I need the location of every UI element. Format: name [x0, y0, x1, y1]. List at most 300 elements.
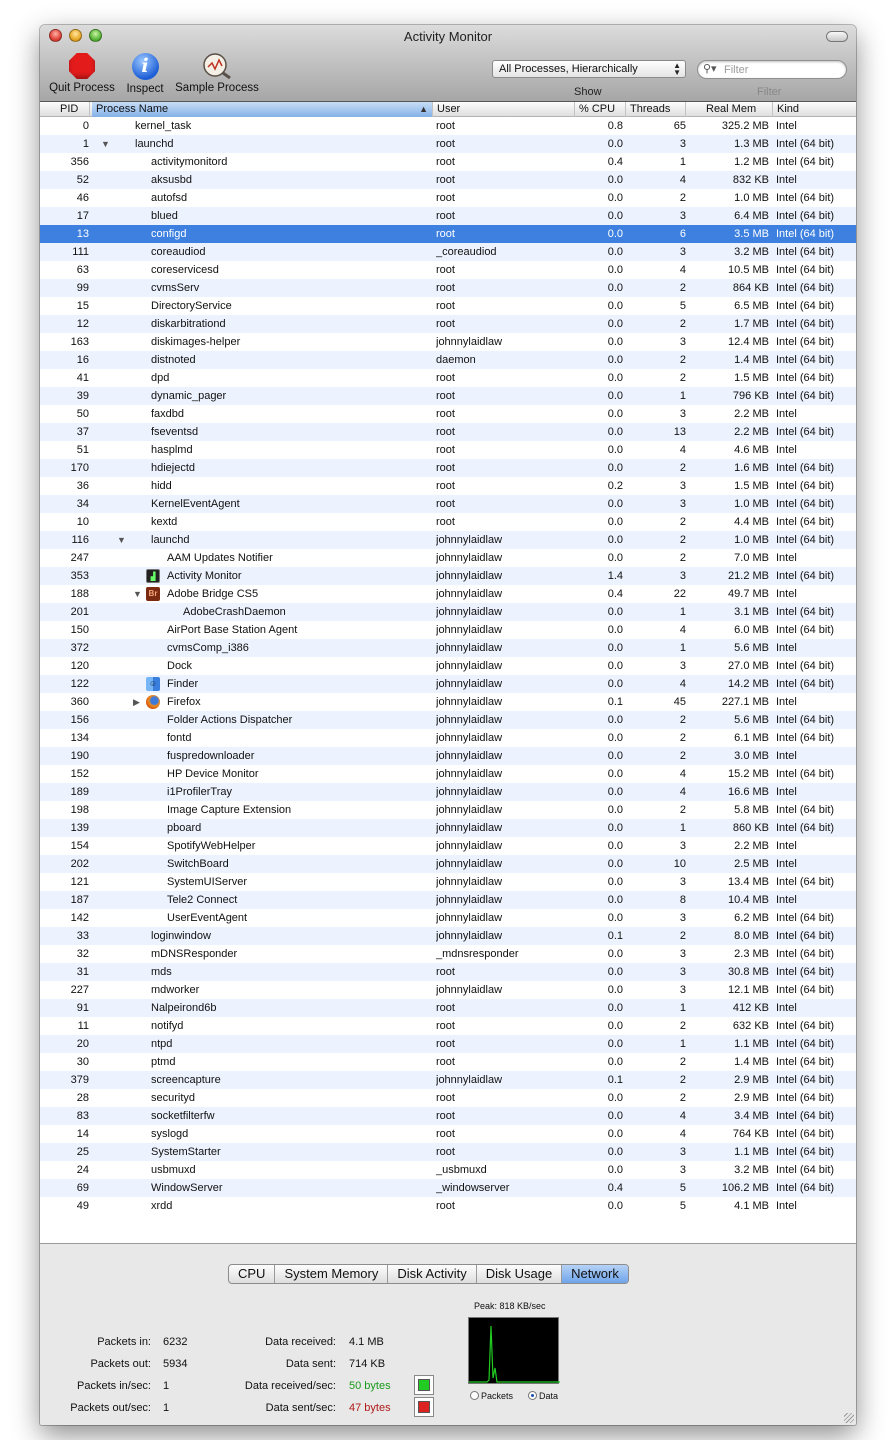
cell-user: johnnylaidlaw — [436, 750, 503, 762]
table-row[interactable] — [40, 117, 856, 135]
cell-real-mem: 12.1 MB — [728, 984, 769, 996]
cell-kind: Intel (64 bit) — [776, 1092, 835, 1104]
cell-pid: 139 — [70, 822, 89, 834]
cell-real-mem: 2.3 MB — [734, 948, 769, 960]
table-row[interactable] — [40, 801, 856, 819]
cell-kind: Intel — [776, 750, 797, 762]
cell-pid: 1 — [82, 138, 89, 150]
table-row[interactable] — [40, 837, 856, 855]
cell-pid: 150 — [70, 624, 89, 636]
data-received-sec-value: 50 bytes — [349, 1380, 391, 1392]
tab-network[interactable]: Network — [562, 1265, 628, 1283]
cell-kind: Intel (64 bit) — [776, 516, 835, 528]
table-row[interactable] — [40, 909, 856, 927]
cell-process-name: kextd — [151, 516, 178, 528]
cell-user: root — [436, 282, 455, 294]
cell-process-name: Tele2 Connect — [167, 894, 238, 906]
table-row[interactable] — [40, 243, 856, 261]
table-row[interactable] — [40, 1071, 856, 1089]
inspect-button[interactable] — [124, 53, 166, 95]
cell-threads: 1 — [679, 642, 686, 654]
cell-real-mem: 832 KB — [732, 174, 769, 186]
table-row[interactable] — [40, 333, 856, 351]
cell-kind: Intel — [776, 408, 797, 420]
table-row[interactable] — [40, 171, 856, 189]
cell-real-mem: 764 KB — [732, 1128, 769, 1140]
column-header-kind[interactable]: Kind — [777, 103, 800, 115]
cell-threads: 4 — [679, 264, 686, 276]
cell-real-mem: 6.1 MB — [734, 732, 769, 744]
cell-cpu: 0.0 — [607, 1002, 623, 1014]
data-sent-label: Data sent: — [285, 1358, 336, 1370]
cell-user: johnnylaidlaw — [436, 822, 503, 834]
table-row[interactable] — [40, 855, 856, 873]
cell-process-name: coreaudiod — [151, 246, 206, 258]
table-row[interactable] — [40, 207, 856, 225]
cell-kind: Intel (64 bit) — [776, 660, 835, 672]
table-row[interactable] — [40, 1179, 856, 1197]
table-row[interactable] — [40, 639, 856, 657]
disclosure-open-icon[interactable]: ▼ — [133, 589, 142, 599]
cell-threads: 2 — [679, 462, 686, 474]
table-row[interactable] — [40, 729, 856, 747]
cell-real-mem: 1.5 MB — [734, 480, 769, 492]
cell-real-mem: 1.0 MB — [734, 498, 769, 510]
table-row[interactable] — [40, 153, 856, 171]
cell-kind: Intel — [776, 174, 797, 186]
cell-pid: 247 — [70, 552, 89, 564]
cell-real-mem: 3.1 MB — [734, 606, 769, 618]
cell-kind: Intel (64 bit) — [776, 354, 835, 366]
cell-cpu: 0.0 — [607, 336, 623, 348]
cell-cpu: 0.0 — [607, 984, 623, 996]
cell-threads: 3 — [679, 984, 686, 996]
cell-cpu: 0.0 — [607, 714, 623, 726]
cell-cpu: 0.0 — [607, 750, 623, 762]
cell-threads: 2 — [679, 552, 686, 564]
cell-cpu: 0.0 — [607, 660, 623, 672]
cell-pid: 25 — [76, 1146, 89, 1158]
cell-kind: Intel (64 bit) — [776, 498, 835, 510]
table-row[interactable] — [40, 495, 856, 513]
table-row[interactable] — [40, 891, 856, 909]
cell-threads: 4 — [679, 1110, 686, 1122]
table-row[interactable] — [40, 603, 856, 621]
finder-icon: ☺ — [146, 677, 160, 691]
cell-user: root — [436, 1038, 455, 1050]
sample-process-button[interactable] — [174, 51, 260, 94]
table-row[interactable] — [40, 441, 856, 459]
cell-process-name: AirPort Base Station Agent — [167, 624, 298, 636]
cell-threads: 4 — [679, 444, 686, 456]
sample-process-label: Sample Process — [175, 82, 259, 94]
cell-real-mem: 8.0 MB — [734, 930, 769, 942]
cell-cpu: 0.0 — [607, 948, 623, 960]
cell-kind: Intel (64 bit) — [776, 966, 835, 978]
table-row[interactable] — [40, 225, 856, 243]
cell-process-name: Nalpeirond6b — [151, 1002, 217, 1014]
cell-user: root — [436, 1110, 455, 1122]
cell-real-mem: 49.7 MB — [728, 588, 769, 600]
received-color-swatch — [418, 1379, 430, 1391]
cell-threads: 2 — [679, 714, 686, 726]
cell-process-name: cvmsComp_i386 — [167, 642, 249, 654]
cell-user: johnnylaidlaw — [436, 624, 503, 636]
cell-user: root — [436, 210, 455, 222]
cell-process-name: syslogd — [151, 1128, 189, 1140]
cell-pid: 134 — [70, 732, 89, 744]
cell-user: johnnylaidlaw — [436, 984, 503, 996]
window-title: Activity Monitor — [403, 29, 493, 44]
table-row[interactable] — [40, 405, 856, 423]
tab-system-memory[interactable]: System Memory — [275, 1265, 388, 1283]
sent-color-well[interactable] — [414, 1397, 434, 1417]
quit-process-button[interactable] — [46, 53, 118, 94]
cell-pid: 83 — [76, 1110, 89, 1122]
table-row[interactable] — [40, 1017, 856, 1035]
cell-user: root — [436, 264, 455, 276]
cell-threads: 1 — [679, 390, 686, 402]
cell-user: johnnylaidlaw — [436, 768, 503, 780]
cell-cpu: 0.0 — [607, 264, 623, 276]
table-row[interactable] — [40, 747, 856, 765]
cell-kind: Intel (64 bit) — [776, 678, 835, 690]
cell-pid: 63 — [76, 264, 89, 276]
table-row[interactable] — [40, 189, 856, 207]
cell-threads: 4 — [679, 768, 686, 780]
table-row[interactable] — [40, 693, 856, 711]
cell-user: johnnylaidlaw — [436, 696, 503, 708]
cell-kind: Intel (64 bit) — [776, 912, 835, 924]
filter-placeholder: Filter — [724, 64, 749, 76]
cell-pid: 142 — [70, 912, 89, 924]
sort-ascending-icon: ▲ — [419, 104, 428, 114]
cell-user: root — [436, 174, 455, 186]
cell-real-mem: 15.2 MB — [728, 768, 769, 780]
cell-process-name: SystemUIServer — [167, 876, 248, 888]
cell-cpu: 0.0 — [607, 228, 623, 240]
cell-real-mem: 1.0 MB — [734, 534, 769, 546]
table-row[interactable] — [40, 1053, 856, 1071]
tab-disk-activity[interactable]: Disk Activity — [388, 1265, 476, 1283]
cell-real-mem: 1.1 MB — [734, 1146, 769, 1158]
table-row[interactable] — [40, 477, 856, 495]
cell-pid: 111 — [72, 246, 89, 258]
table-row[interactable] — [40, 1089, 856, 1107]
cell-threads: 2 — [679, 1092, 686, 1104]
cell-process-name: fseventsd — [151, 426, 199, 438]
table-row[interactable] — [40, 567, 856, 585]
cell-user: johnnylaidlaw — [436, 912, 503, 924]
cell-threads: 3 — [679, 1146, 686, 1158]
cell-kind: Intel (64 bit) — [776, 984, 835, 996]
table-row[interactable] — [40, 585, 856, 603]
cell-threads: 3 — [679, 246, 686, 258]
table-row[interactable] — [40, 927, 856, 945]
table-row[interactable] — [40, 315, 856, 333]
table-row[interactable] — [40, 531, 856, 549]
cell-kind: Intel (64 bit) — [776, 732, 835, 744]
tab-cpu[interactable]: CPU — [229, 1265, 275, 1283]
cell-user: root — [436, 390, 455, 402]
cell-user: _coreaudiod — [436, 246, 497, 258]
cell-cpu: 0.4 — [607, 156, 623, 168]
cell-cpu: 0.0 — [607, 642, 623, 654]
cell-user: johnnylaidlaw — [436, 642, 503, 654]
cell-cpu: 0.0 — [607, 534, 623, 546]
cell-user: johnnylaidlaw — [436, 570, 503, 582]
data-sent-sec-label: Data sent/sec: — [265, 1402, 336, 1414]
cell-user: root — [436, 444, 455, 456]
cell-real-mem: 3.2 MB — [734, 1164, 769, 1176]
table-row[interactable] — [40, 765, 856, 783]
cell-cpu: 0.0 — [607, 786, 623, 798]
firefox-icon — [146, 695, 160, 709]
network-graph — [468, 1317, 559, 1384]
cell-cpu: 0.0 — [607, 1020, 623, 1032]
filter-search-field[interactable] — [697, 60, 847, 79]
cell-kind: Intel (64 bit) — [776, 804, 835, 816]
tab-disk-usage[interactable]: Disk Usage — [477, 1265, 562, 1283]
cell-process-name: SwitchBoard — [167, 858, 229, 870]
cell-real-mem: 1.4 MB — [734, 1056, 769, 1068]
cell-process-name: fontd — [167, 732, 192, 744]
cell-pid: 24 — [76, 1164, 89, 1176]
table-row[interactable] — [40, 963, 856, 981]
cell-real-mem: 6.2 MB — [734, 912, 769, 924]
table-row[interactable] — [40, 621, 856, 639]
cell-real-mem: 1.3 MB — [734, 138, 769, 150]
packets-out-sec-label: Packets out/sec: — [70, 1402, 151, 1414]
cell-user: root — [436, 156, 455, 168]
table-row[interactable] — [40, 945, 856, 963]
column-header-pid[interactable]: PID — [40, 102, 90, 117]
cell-threads: 2 — [679, 282, 686, 294]
cell-user: johnnylaidlaw — [436, 534, 503, 546]
cell-kind: Intel (64 bit) — [776, 822, 835, 834]
cell-cpu: 0.1 — [607, 696, 623, 708]
cell-pid: 15 — [76, 300, 89, 312]
cell-real-mem: 325.2 MB — [721, 120, 769, 132]
cell-threads: 5 — [679, 300, 686, 312]
table-row[interactable] — [40, 711, 856, 729]
cell-pid: 99 — [76, 282, 89, 294]
cell-threads: 2 — [679, 1074, 686, 1086]
toolbar-toggle-button[interactable] — [826, 31, 848, 42]
cell-pid: 31 — [76, 966, 89, 978]
cell-threads: 1 — [679, 606, 686, 618]
cell-user: johnnylaidlaw — [436, 858, 503, 870]
cell-cpu: 1.4 — [607, 570, 623, 582]
table-row[interactable] — [40, 981, 856, 999]
inspect-label: Inspect — [126, 83, 164, 95]
cell-pid: 190 — [70, 750, 89, 762]
table-row[interactable] — [40, 459, 856, 477]
cell-real-mem: 30.8 MB — [728, 966, 769, 978]
cell-real-mem: 2.5 MB — [734, 858, 769, 870]
cell-threads: 3 — [679, 948, 686, 960]
disclosure-open-icon[interactable]: ▼ — [101, 139, 110, 149]
table-row[interactable] — [40, 387, 856, 405]
cell-threads: 6 — [679, 228, 686, 240]
cell-threads: 2 — [679, 804, 686, 816]
cell-threads: 3 — [679, 966, 686, 978]
table-row[interactable] — [40, 297, 856, 315]
cell-user: johnnylaidlaw — [436, 552, 503, 564]
cell-kind: Intel (64 bit) — [776, 426, 835, 438]
cell-pid: 91 — [76, 1002, 89, 1014]
cell-kind: Intel — [776, 696, 797, 708]
cell-threads: 2 — [679, 354, 686, 366]
cell-cpu: 0.0 — [607, 246, 623, 258]
cell-threads: 3 — [679, 138, 686, 150]
cell-user: root — [436, 498, 455, 510]
column-header-real-mem[interactable]: Real Mem — [686, 102, 773, 117]
cell-threads: 1 — [679, 822, 686, 834]
cell-cpu: 0.0 — [607, 732, 623, 744]
table-row[interactable] — [40, 549, 856, 567]
cell-threads: 3 — [679, 1164, 686, 1176]
info-icon: i — [132, 53, 159, 80]
cell-process-name: Image Capture Extension — [167, 804, 292, 816]
cell-cpu: 0.0 — [607, 1146, 623, 1158]
disclosure-closed-icon[interactable]: ▶ — [133, 697, 140, 707]
cell-threads: 5 — [679, 1200, 686, 1212]
cell-cpu: 0.0 — [607, 498, 623, 510]
cell-pid: 353 — [70, 570, 89, 582]
cell-threads: 3 — [679, 336, 686, 348]
cell-user: root — [436, 516, 455, 528]
cell-threads: 10 — [673, 858, 686, 870]
column-header-threads[interactable]: Threads — [626, 102, 686, 117]
cell-real-mem: 2.9 MB — [734, 1092, 769, 1104]
graph-mode-data-radio[interactable] — [528, 1391, 558, 1401]
table-row[interactable] — [40, 999, 856, 1017]
cell-process-name: ntpd — [151, 1038, 173, 1050]
cell-process-name: blued — [151, 210, 178, 222]
cell-user: johnnylaidlaw — [436, 606, 503, 618]
graph-mode-packets-radio[interactable] — [470, 1391, 513, 1401]
cell-threads: 2 — [679, 1056, 686, 1068]
cell-process-name: SystemStarter — [151, 1146, 221, 1158]
table-row[interactable] — [40, 423, 856, 441]
cell-user: johnnylaidlaw — [436, 660, 503, 672]
cell-user: _mdnsresponder — [436, 948, 519, 960]
resize-grip-icon[interactable] — [844, 1413, 854, 1423]
table-row[interactable] — [40, 135, 856, 153]
table-row[interactable] — [40, 1107, 856, 1125]
cell-user: root — [436, 1146, 455, 1158]
cell-threads: 2 — [679, 750, 686, 762]
packets-out-sec-value: 1 — [163, 1402, 170, 1414]
cell-pid: 120 — [70, 660, 89, 672]
cell-kind: Intel — [776, 894, 797, 906]
table-row[interactable] — [40, 819, 856, 837]
cell-cpu: 0.0 — [607, 894, 623, 906]
table-row[interactable] — [40, 1035, 856, 1053]
cell-threads: 45 — [673, 696, 686, 708]
cell-threads: 65 — [673, 120, 686, 132]
cell-pid: 11 — [77, 1020, 89, 1032]
table-row[interactable] — [40, 1161, 856, 1179]
cell-real-mem: 2.2 MB — [734, 408, 769, 420]
packets-in-label: Packets in: — [97, 1336, 151, 1348]
cell-kind: Intel — [776, 588, 797, 600]
cell-cpu: 0.0 — [607, 1092, 623, 1104]
cell-pid: 49 — [76, 1200, 89, 1212]
cell-kind: Intel (64 bit) — [776, 930, 835, 942]
cell-real-mem: 1.2 MB — [734, 156, 769, 168]
cell-pid: 379 — [70, 1074, 89, 1086]
disclosure-open-icon[interactable]: ▼ — [117, 535, 126, 545]
cell-cpu: 0.0 — [607, 372, 623, 384]
cell-cpu: 0.0 — [607, 444, 623, 456]
cell-user: root — [436, 480, 455, 492]
table-row[interactable] — [40, 1143, 856, 1161]
cell-real-mem: 5.6 MB — [734, 714, 769, 726]
cell-process-name: notifyd — [151, 1020, 184, 1032]
cell-kind: Intel — [776, 858, 797, 870]
table-row[interactable] — [40, 657, 856, 675]
column-header-user[interactable]: User — [433, 102, 575, 117]
table-row[interactable] — [40, 873, 856, 891]
cell-user: root — [436, 1056, 455, 1068]
table-row[interactable] — [40, 1125, 856, 1143]
table-row[interactable] — [40, 351, 856, 369]
cell-process-name: socketfilterfw — [151, 1110, 215, 1122]
table-header — [40, 102, 856, 117]
cell-real-mem: 860 KB — [732, 822, 769, 834]
cell-user: johnnylaidlaw — [436, 804, 503, 816]
cell-kind: Intel (64 bit) — [776, 138, 835, 150]
table-row[interactable] — [40, 279, 856, 297]
cell-real-mem: 412 KB — [732, 1002, 769, 1014]
data-received-value: 4.1 MB — [349, 1336, 384, 1348]
column-header-process-name[interactable] — [92, 102, 433, 117]
cell-real-mem: 1.1 MB — [734, 1038, 769, 1050]
cell-real-mem: 3.0 MB — [734, 750, 769, 762]
cell-threads: 3 — [679, 408, 686, 420]
cell-process-name: WindowServer — [151, 1182, 223, 1194]
table-row[interactable] — [40, 261, 856, 279]
table-row[interactable] — [40, 369, 856, 387]
table-row[interactable] — [40, 783, 856, 801]
cell-kind: Intel (64 bit) — [776, 534, 835, 546]
cell-process-name: Folder Actions Dispatcher — [167, 714, 293, 726]
table-row[interactable] — [40, 513, 856, 531]
received-color-well[interactable] — [414, 1375, 434, 1395]
cell-pid: 227 — [70, 984, 89, 996]
cell-process-name: diskimages-helper — [151, 336, 241, 348]
monitor-tabs — [228, 1264, 629, 1284]
cell-pid: 170 — [70, 462, 89, 474]
cell-cpu: 0.0 — [607, 138, 623, 150]
show-processes-select[interactable] — [492, 60, 686, 78]
cell-real-mem: 1.0 MB — [734, 192, 769, 204]
cell-user: root — [436, 228, 455, 240]
cell-kind: Intel (64 bit) — [776, 300, 835, 312]
cell-kind: Intel (64 bit) — [776, 570, 835, 582]
cell-pid: 356 — [70, 156, 89, 168]
column-header-cpu[interactable]: % CPU — [575, 102, 626, 117]
table-row[interactable] — [40, 675, 856, 693]
cell-pid: 360 — [70, 696, 89, 708]
table-row[interactable] — [40, 1197, 856, 1215]
cell-user: daemon — [436, 354, 476, 366]
cell-pid: 154 — [70, 840, 89, 852]
cell-real-mem: 4.4 MB — [734, 516, 769, 528]
cell-process-name: hdiejectd — [151, 462, 196, 474]
